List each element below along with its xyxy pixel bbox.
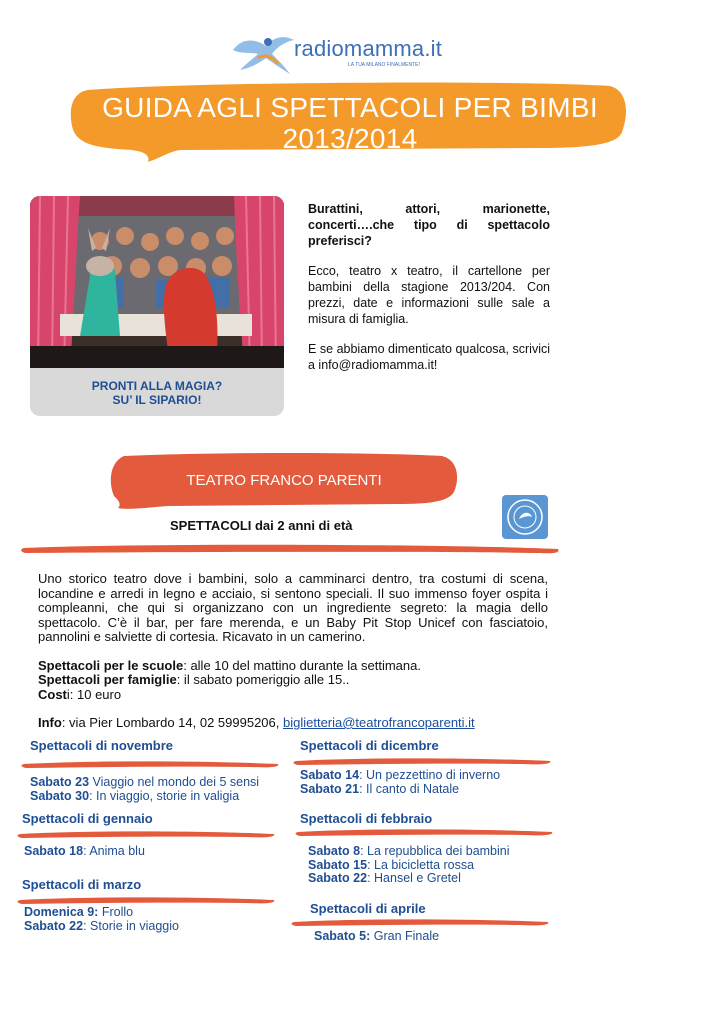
info-value: : via Pier Lombardo 14, 02 59995206,	[61, 715, 283, 730]
title-line-1: GUIDA AGLI SPETTACOLI PER BIMBI	[102, 92, 598, 123]
title-banner	[70, 80, 630, 162]
event-title: : Anima blu	[83, 844, 145, 858]
costi-value: i: 10 euro	[66, 686, 122, 702]
intro-text	[308, 201, 550, 387]
event-day: Sabato 30	[30, 788, 90, 803]
costi-label: Cost	[38, 686, 67, 702]
title-line-2: 2013/2014	[282, 123, 418, 154]
events-febbraio	[308, 845, 510, 886]
event-day: Sabato 8	[308, 844, 361, 858]
event-title: : La repubblica dei bambini	[360, 844, 510, 858]
divider-stroke	[20, 540, 562, 556]
event-title: : La bicicletta rossa	[367, 857, 475, 872]
age-heading: SPETTACOLI dai 2 anni di età	[170, 518, 353, 533]
events-marzo	[24, 906, 179, 933]
event-day: Sabato 21	[300, 781, 360, 796]
info-email-link[interactable]: biglietteria@teatrofrancoparenti.it	[282, 715, 475, 730]
event-title: Viaggio nel mondo dei 5 sensi	[89, 775, 260, 789]
teatro-seal-icon	[502, 495, 548, 539]
teatro-banner	[108, 452, 460, 510]
event-day: Sabato 22	[24, 918, 84, 933]
events-novembre	[30, 776, 259, 803]
famiglie-label: Spettacoli per famiglie	[38, 672, 177, 687]
description-paragraph: Uno storico teatro dove i bambini, solo a camminarci dentro, tra costumi di scena, locandine e arredi in legno e acciaio, si sentono speciali. Il suo immenso foyer ospita i compleanni, che qui si organizzano con un ingrediente segreto: la magia dello spettacolo. C’è il bar, per fare merenda, e un Baby Pit Stop Unicef con fasciatoio, pannolini e salviette di cortesia. Ricavato in un camerino.	[38, 571, 548, 644]
heading-marzo: Spettacoli di marzo	[22, 877, 142, 892]
event-day: Sabato 18	[24, 844, 84, 858]
famiglie-value: : il sabato pomeriggio alle 15..	[176, 672, 350, 687]
event-day: Domenica 9:	[24, 905, 99, 919]
stroke-novembre	[20, 758, 282, 770]
heading-gennaio: Spettacoli di gennaio	[22, 811, 153, 826]
info-line	[38, 716, 548, 731]
teatro-name: TEATRO FRANCO PARENTI	[186, 472, 382, 489]
caption-line-2: SU’ IL SIPARIO!	[112, 393, 202, 407]
event-title: : Il canto di Natale	[359, 781, 460, 796]
scuole-label: Spettacoli per le scuole	[38, 657, 184, 673]
intro-paragraph: Ecco, teatro x teatro, il cartellone per bambini della stagione 2013/204. Con prezzi, date e informazioni sulle sale a misura di famiglia.	[308, 264, 550, 326]
event-title: : Un pezzettino di inverno	[359, 768, 501, 782]
event-title: : Storie in viaggio	[83, 918, 179, 933]
logo-tagline: LA TUA MILANO FINALMENTE!	[348, 62, 420, 68]
events-aprile	[314, 930, 439, 944]
events-dicembre	[300, 769, 500, 796]
heading-dicembre: Spettacoli di dicembre	[300, 738, 439, 753]
logo-wordmark: radiomamma.it	[294, 36, 443, 61]
event-title: : In viaggio, storie in valigia	[89, 788, 240, 803]
stroke-dicembre	[292, 755, 554, 767]
event-title: : Hansel e Gretel	[367, 871, 461, 885]
event-title: Frollo	[98, 905, 134, 919]
radiomamma-logo	[228, 28, 443, 76]
dancer-icon	[228, 28, 298, 76]
event-day: Sabato 14	[300, 768, 360, 782]
puppet-show-photo	[30, 196, 284, 368]
stroke-gennaio	[16, 828, 278, 840]
event-day: Sabato 22	[308, 871, 368, 885]
heading-novembre: Spettacoli di novembre	[30, 738, 174, 753]
heading-aprile: Spettacoli di aprile	[310, 901, 426, 916]
teatro-description	[38, 572, 548, 731]
page-title	[70, 92, 630, 154]
caption-line-1: PRONTI ALLA MAGIA?	[91, 379, 223, 393]
event-day: Sabato 15	[308, 857, 368, 872]
event-title: Gran Finale	[370, 929, 440, 943]
heading-febbraio: Spettacoli di febbraio	[300, 811, 433, 826]
stroke-febbraio	[294, 826, 556, 838]
info-label: Info	[38, 715, 62, 730]
events-gennaio	[24, 845, 145, 859]
teatro-details	[38, 659, 548, 703]
intro-contact: E se abbiamo dimenticato qualcosa, scrivici a info@radiomamma.it!	[308, 342, 550, 372]
event-day: Sabato 23	[30, 775, 90, 789]
puppet-show-image	[30, 196, 284, 368]
scuole-value: : alle 10 del mattino durante la settimana.	[183, 657, 421, 673]
photo-caption-box	[30, 368, 284, 416]
event-day: Sabato 5:	[314, 929, 371, 943]
intro-question: Burattini, attori, marionette, concerti….che tipo di spettacolo preferisci?	[308, 202, 550, 248]
stroke-aprile	[290, 916, 552, 928]
